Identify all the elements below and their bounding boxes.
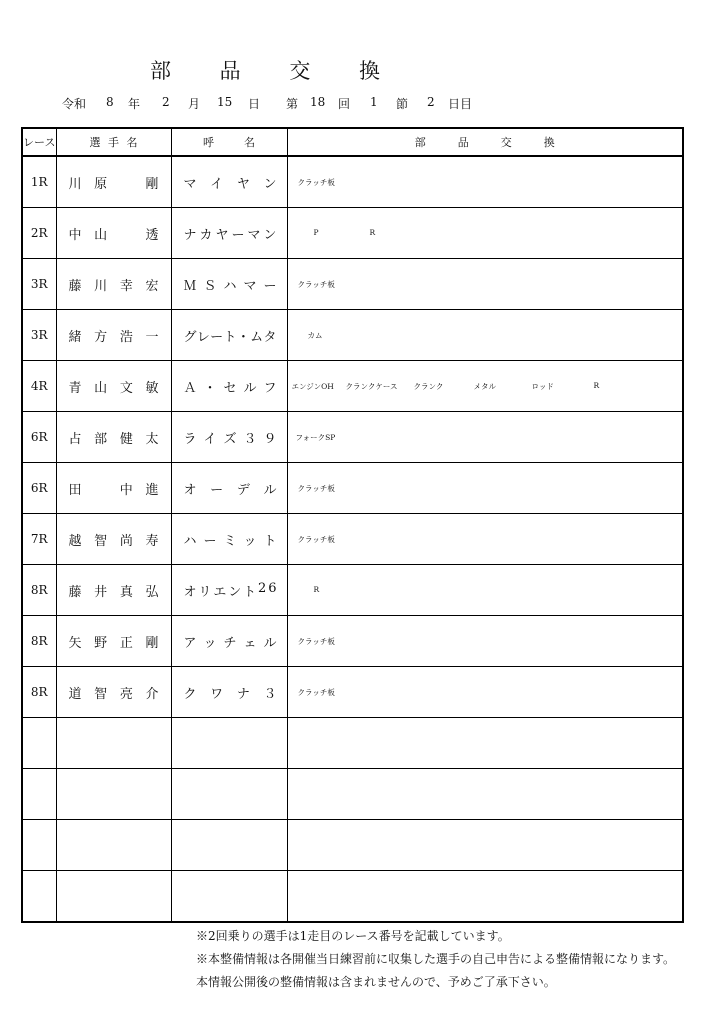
meet-unit: 回 [338,97,351,111]
part-item: クラッチ板 [297,637,335,646]
racer-name-char: 田 [68,482,82,498]
empty-row [22,769,683,820]
callname-char: タ [263,329,277,345]
empty-cell [56,820,171,871]
table-row [22,361,683,412]
table-row [22,259,683,310]
month: 2 [162,95,170,109]
callname-char: ミ [223,533,237,549]
callname-char: ア [183,635,197,651]
callname-char: チ [223,635,237,651]
part-item: P [313,228,319,237]
callname-char: ナ [183,227,197,243]
parts-exchanged [287,412,683,463]
parts-exchange-table [21,127,684,923]
racer-name-char: 藤 [68,278,82,294]
title-char: 品 [219,59,241,83]
callname-char: マ [243,278,257,294]
racer-name-char: 井 [94,584,108,600]
racer-name-char: 正 [119,635,133,651]
callname-char: ヤ [236,176,250,192]
racer-callname [171,463,287,514]
callname-char: ク [183,686,197,702]
empty-cell [22,718,56,769]
empty-cell [171,871,287,923]
racer-name-char: 智 [94,686,108,702]
callname-char: セ [223,380,237,396]
callname-char: ３ [263,686,277,702]
table-header-row [22,128,683,156]
empty-cell [171,820,287,871]
empty-cell [287,769,683,820]
racer-name-char: 進 [145,482,159,498]
racer-callname [171,667,287,718]
racer-name-char: 幸 [119,278,133,294]
callname-char: デ [236,482,250,498]
callname-char: ト [263,533,277,549]
racer-name-char: 野 [94,635,108,651]
empty-cell [287,871,683,923]
race-number: 8R [22,565,56,616]
callname-char: フ [263,380,277,396]
racer-callname [171,412,287,463]
part-item: R [369,228,376,237]
racer-name-char: 剛 [145,176,159,192]
day-number-unit: 節 [396,97,409,111]
parts-exchanged [287,565,683,616]
racer-callname [171,361,287,412]
header-call: 呼 名 [171,128,287,156]
header-name: 選 手 名 [56,128,171,156]
racer-callname [171,616,287,667]
racer-name [56,412,171,463]
callname-char: カ [199,227,213,243]
racer-name-char: 寿 [145,533,159,549]
table-row [22,565,683,616]
racer-callname [171,259,287,310]
month-unit: 月 [188,97,201,111]
day-unit: 日 [248,97,261,111]
era: 令和 [62,97,87,111]
day-count-unit: 日目 [448,97,473,111]
part-item: クランクケース [345,382,398,391]
racer-name [56,208,171,259]
racer-callname [171,208,287,259]
racer-name-char: 道 [68,686,82,702]
empty-row [22,871,683,923]
race-number: 1R [22,156,56,208]
callname-char: ・ [236,329,250,345]
part-item: クラッチ板 [297,688,335,697]
table-row [22,463,683,514]
year-unit: 年 [128,97,141,111]
racer-name [56,667,171,718]
racer-name-char: 緒 [68,329,82,345]
racer-name-char: 中 [119,482,133,498]
racer-name-char: 占 [68,431,82,447]
part-item: クラッチ板 [297,484,335,493]
callname-char: イ [203,431,217,447]
racer-name-char: 方 [94,329,108,345]
race-number: 3R [22,259,56,310]
racer-callname [171,310,287,361]
callname-char: Ａ [183,380,197,396]
callname-char: ン [263,176,277,192]
racer-name-char: 山 [94,380,108,396]
table-row [22,514,683,565]
day-count: 2 [427,95,435,109]
empty-row [22,820,683,871]
part-item: ロッド [531,382,554,391]
parts-exchanged [287,667,683,718]
part-item: フォークSP [295,433,336,442]
racer-name-char: 矢 [68,635,82,651]
parts-exchanged [287,310,683,361]
empty-cell [22,769,56,820]
note-line: ※2回乗りの選手は1走目のレース番号を記載しています。 [196,929,510,943]
empty-cell [22,871,56,923]
racer-callname [171,565,287,616]
callname-char: ト [223,329,237,345]
empty-cell [56,718,171,769]
header-parts: 部 品 交 換 [287,128,683,156]
table-row [22,208,683,259]
parts-exchanged [287,616,683,667]
callname-char: グ [183,329,197,345]
callname-char: ー [210,329,224,345]
racer-callname [171,156,287,208]
callname-char: ル [263,635,277,651]
racer-name [56,310,171,361]
racer-name-char: 藤 [68,584,82,600]
racer-name-char: 原 [94,176,108,192]
callname-char: ー [210,482,224,498]
day-number: 1 [370,95,378,109]
title-char: 交 [289,59,311,83]
callname-char: オ [183,482,197,498]
table-row [22,616,683,667]
callname-char: ム [250,329,264,345]
parts-exchanged [287,514,683,565]
callname-char: ン [228,584,242,600]
table-row [22,310,683,361]
racer-name-char: 介 [145,686,159,702]
racer-name [56,616,171,667]
racer-name [56,565,171,616]
callname-char: ッ [203,635,217,651]
racer-name-char: 山 [94,227,108,243]
racer-name-char: 宏 [145,278,159,294]
part-item: R [593,381,600,390]
callname-char: ３ [243,431,257,447]
race-number: 6R [22,412,56,463]
callname-char: ナ [236,686,250,702]
racer-name-char: 中 [68,227,82,243]
empty-cell [22,820,56,871]
table-row [22,667,683,718]
part-item: メタル [473,382,496,391]
callname-char: ト [243,584,257,600]
callname-char: ヤ [215,227,229,243]
callname-char: ル [243,380,257,396]
racer-name-char [120,224,133,243]
racer-name-char [94,479,107,498]
racer-name-char: 川 [68,176,82,192]
callname-char: ッ [243,533,257,549]
racer-name-char: 敏 [145,380,159,396]
callname-char: ー [263,278,277,294]
part-item: カム [307,331,323,340]
callname-char: ワ [210,686,224,702]
part-item: R [313,585,320,594]
callname-char: ー [231,227,245,243]
racer-name-char: 青 [68,380,82,396]
racer-name [56,514,171,565]
empty-cell [56,769,171,820]
part-item: クラッチ板 [297,535,335,544]
parts-exchanged [287,463,683,514]
part-item: エンジンOH [291,382,334,391]
racer-name-char: 弘 [145,584,159,600]
racer-callname [171,514,287,565]
day: 15 [217,95,233,109]
race-number: 7R [22,514,56,565]
part-item: クラッチ板 [297,280,335,289]
empty-cell [287,820,683,871]
empty-row [22,718,683,769]
table-row [22,156,683,208]
part-item: クランク [413,382,444,391]
racer-name-char: 一 [145,329,159,345]
racer-name-char: 剛 [145,635,159,651]
racer-name-char: 健 [119,431,133,447]
meet-prefix: 第 [286,97,299,111]
callname-char: イ [210,176,224,192]
year: 8 [106,95,114,109]
callname-char: レ [196,329,210,345]
note-line: 本情報公開後の整備情報は含まれませんので、予めご了承下さい。 [196,975,556,989]
callname-char: ラ [183,431,197,447]
racer-name-char: 智 [94,533,108,549]
race-number: 8R [22,667,56,718]
racer-name-char: 太 [145,431,159,447]
racer-name-char [120,173,133,192]
callname-char: 2 [258,580,267,596]
racer-name [56,156,171,208]
callname-char: ズ [223,431,237,447]
callname-char: マ [183,176,197,192]
callname-char: 6 [268,580,277,596]
empty-cell [171,769,287,820]
racer-name-char: 真 [119,584,133,600]
racer-name-char: 文 [119,380,133,396]
racer-name-char: 越 [68,533,82,549]
part-item: クラッチ板 [297,178,335,187]
callname-char: Ｓ [203,278,217,294]
note-line: ※本整備情報は各開催当日練習前に収集した選手の自己申告による整備情報になります。 [196,952,676,966]
race-number: 6R [22,463,56,514]
racer-name-char: 透 [145,227,159,243]
callname-char: ハ [223,278,237,294]
parts-exchanged [287,259,683,310]
racer-name-char: 川 [94,278,108,294]
parts-exchanged [287,361,683,412]
callname-char: ハ [183,533,197,549]
callname-char: ９ [263,431,277,447]
empty-cell [56,871,171,923]
race-number: 8R [22,616,56,667]
racer-name-char: 亮 [119,686,133,702]
empty-cell [171,718,287,769]
race-number: 2R [22,208,56,259]
title-char: 換 [358,59,380,83]
callname-char: エ [213,584,227,600]
parts-exchanged [287,156,683,208]
race-number: 4R [22,361,56,412]
header-race: レース [22,128,56,156]
callname-char: ン [263,227,277,243]
racer-name-char: 尚 [119,533,133,549]
callname-char: マ [247,227,261,243]
callname-char: ェ [243,635,257,651]
page-title [150,55,380,83]
callname-char: ー [203,533,217,549]
callname-char: ・ [203,380,217,396]
parts-exchanged [287,208,683,259]
callname-char: ル [263,482,277,498]
meet-number: 18 [310,95,326,109]
racer-name [56,463,171,514]
notes [196,925,675,994]
callname-char: Ｍ [183,278,197,294]
race-number: 3R [22,310,56,361]
table-row [22,412,683,463]
racer-name-char: 浩 [119,329,133,345]
racer-name-char: 部 [94,431,108,447]
empty-cell [287,718,683,769]
racer-name [56,361,171,412]
racer-name [56,259,171,310]
title-char: 部 [150,59,171,83]
callname-char: リ [198,584,212,600]
callname-char: オ [183,584,197,600]
